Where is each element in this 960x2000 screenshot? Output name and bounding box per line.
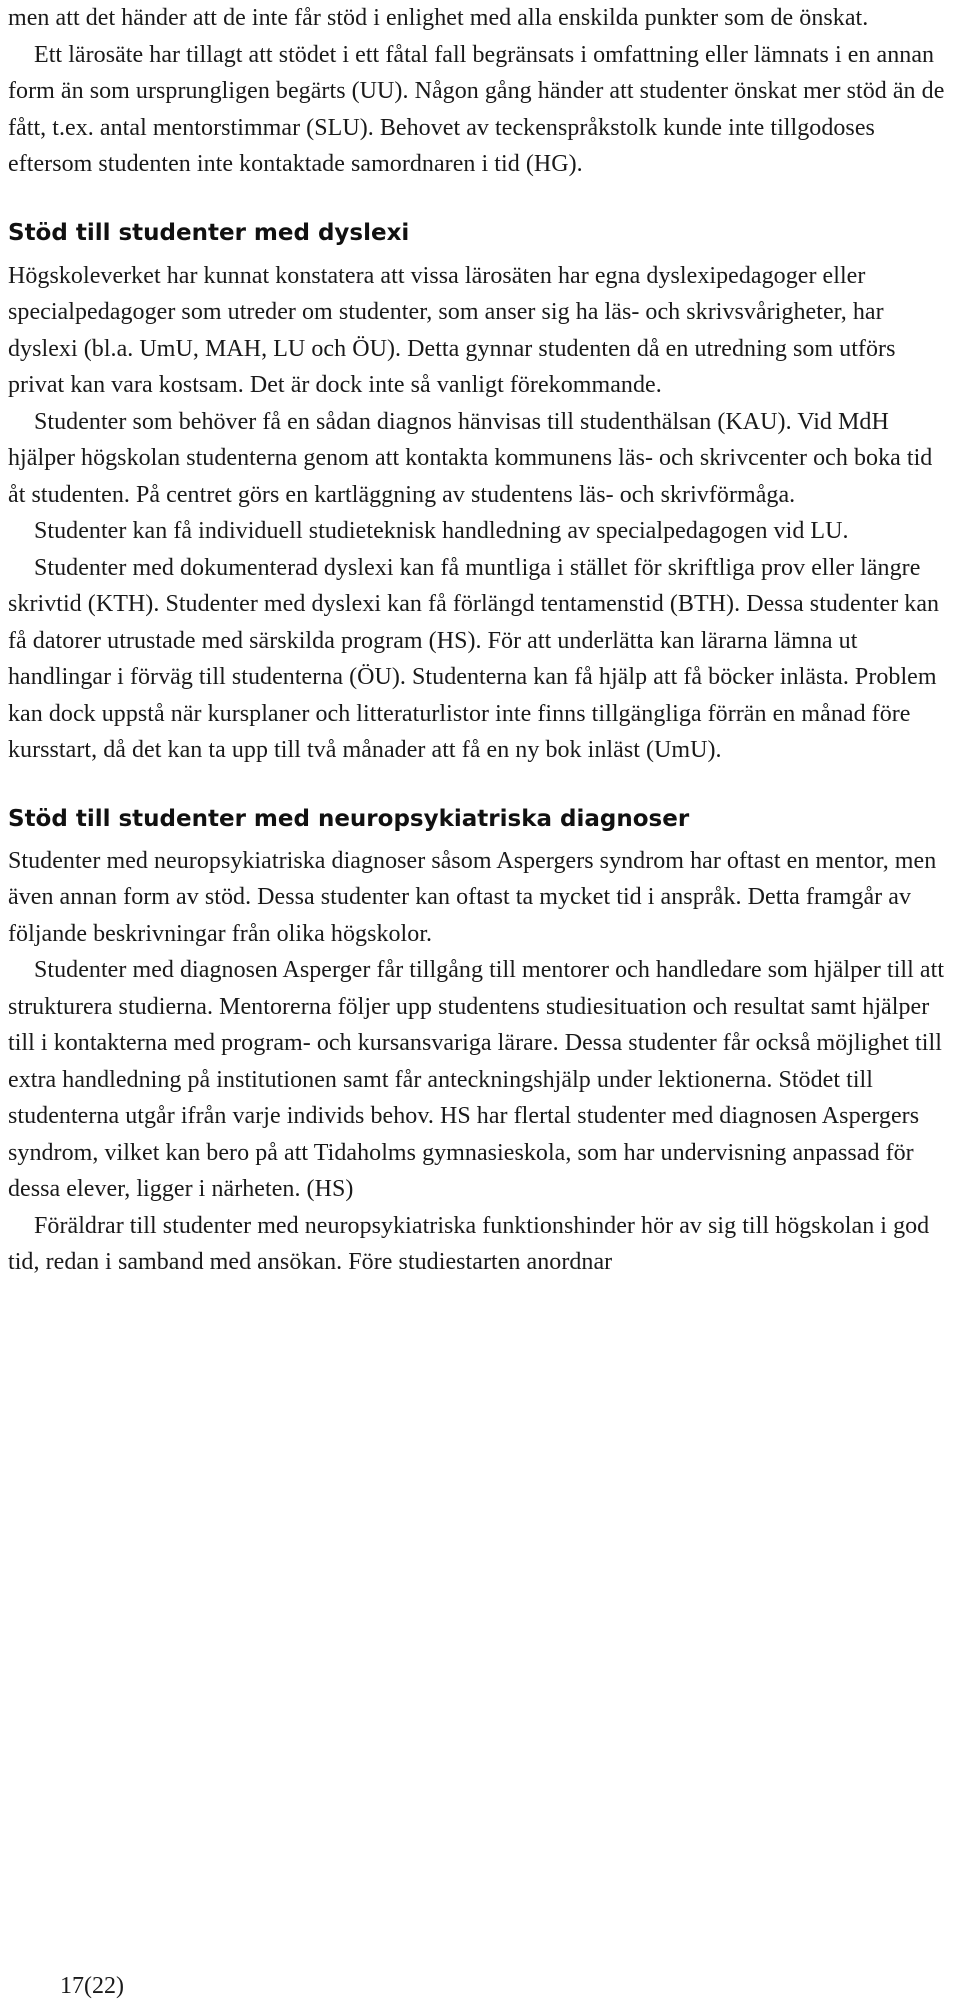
neuro-paragraph-1: Studenter med neuropsykiatriska diagnoser såsom Aspergers syndrom har oftast en mentor, men även annan form av stöd. Dessa studenter kan oftast ta mycket tid i anspråk. Detta framgår av följande beskrivningar från olika högskolor. [8,847,937,947]
heading-dyslexia: Stöd till studenter med dyslexi [8,219,410,246]
dyslexia-paragraph-4: Studenter med dokumenterad dyslexi kan få muntliga i stället för skriftliga prov eller längre skrivtid (KTH). Studenter med dyslexi kan få förlängd tentamenstid (BTH). Dessa studenter kan få datorer utrustade med särskilda program (HS). För att underlätta kan lärarna lämna ut handlingar i förväg till studenterna (ÖU). Studenterna kan få hjälp att få böcker inlästa. Problem kan dock uppstå när kursplaner och litteraturlistor inte finns tillgängliga förrän en månad före kursstart, då det kan ta upp till två månader att få en ny bok inläst (UmU). [8,554,940,763]
dyslexia-paragraph-3: Studenter kan få individuell studieteknisk handledning av specialpedagogen vid LU. [34,518,849,544]
neuro-paragraph-3: Föräldrar till studenter med neuropsykiatriska funktionshinder hör av sig till högskolan i god tid, redan i samband med ansökan. Före studiestarten anordnar [8,1212,930,1275]
heading-neuropsychiatric: Stöd till studenter med neuropsykiatriska diagnoser [8,805,690,832]
dyslexia-paragraph-1: Högskoleverket har kunnat konstatera att vissa lärosäten har egna dyslexipedagoger eller specialpedagoger som utreder om studenter, som anser sig ha läs- och skrivsvårigheter, har dyslexi (bl.a. UmU, MAH, LU och ÖU). Detta gynnar studenten då en utredning som utförs privat kan vara kostsam. Det är dock inte så vanligt förekommande. [8,262,896,398]
neuro-paragraph-2: Studenter med diagnosen Asperger får tillgång till mentorer och handledare som hjälper till att strukturera studierna. Mentorerna följer upp studentens studiesituation och resultat samt hjälper till i kontakterna med program- och kursansvariga lärare. Dessa studenter får också möjlighet till extra handledning på institutionen samt får anteckningshjälp under lektionerna. Stödet till studenterna utgår ifrån varje individs behov. HS har flertal studenter med diagnosen Aspergers syndrom, vilket kan bero på att Tidaholms gymnasieskola, som har undervisning anpassad för dessa elever, ligger i närheten. (HS) [8,957,945,1202]
intro-paragraph-2: Ett lärosäte har tillagt att stödet i ett fåtal fall begränsats i omfattning eller lämnats i en annan form än som ursprungligen begärts (UU). Någon gång händer att studenter önskat mer stöd än de fått, t.ex. antal mentorstimmar (SLU). Behovet av teckenspråkstolk kunde inte tillgodoses eftersom studenten inte kontaktade samordnaren i tid (HG). [8,41,945,177]
dyslexia-paragraph-2: Studenter som behöver få en sådan diagnos hänvisas till studenthälsan (KAU). Vid MdH hjälper högskolan studenterna genom att kontakta kommunens läs- och skrivcenter och boka tid åt studenten. På centret görs en kartläggning av studentens läs- och skrivförmåga. [8,408,933,508]
page-body [8,0,952,1281]
page-number: 17(22) [60,1973,124,1999]
intro-paragraph-1: men att det händer att de inte får stöd i enlighet med alla enskilda punkter som de önskat. [8,5,869,31]
